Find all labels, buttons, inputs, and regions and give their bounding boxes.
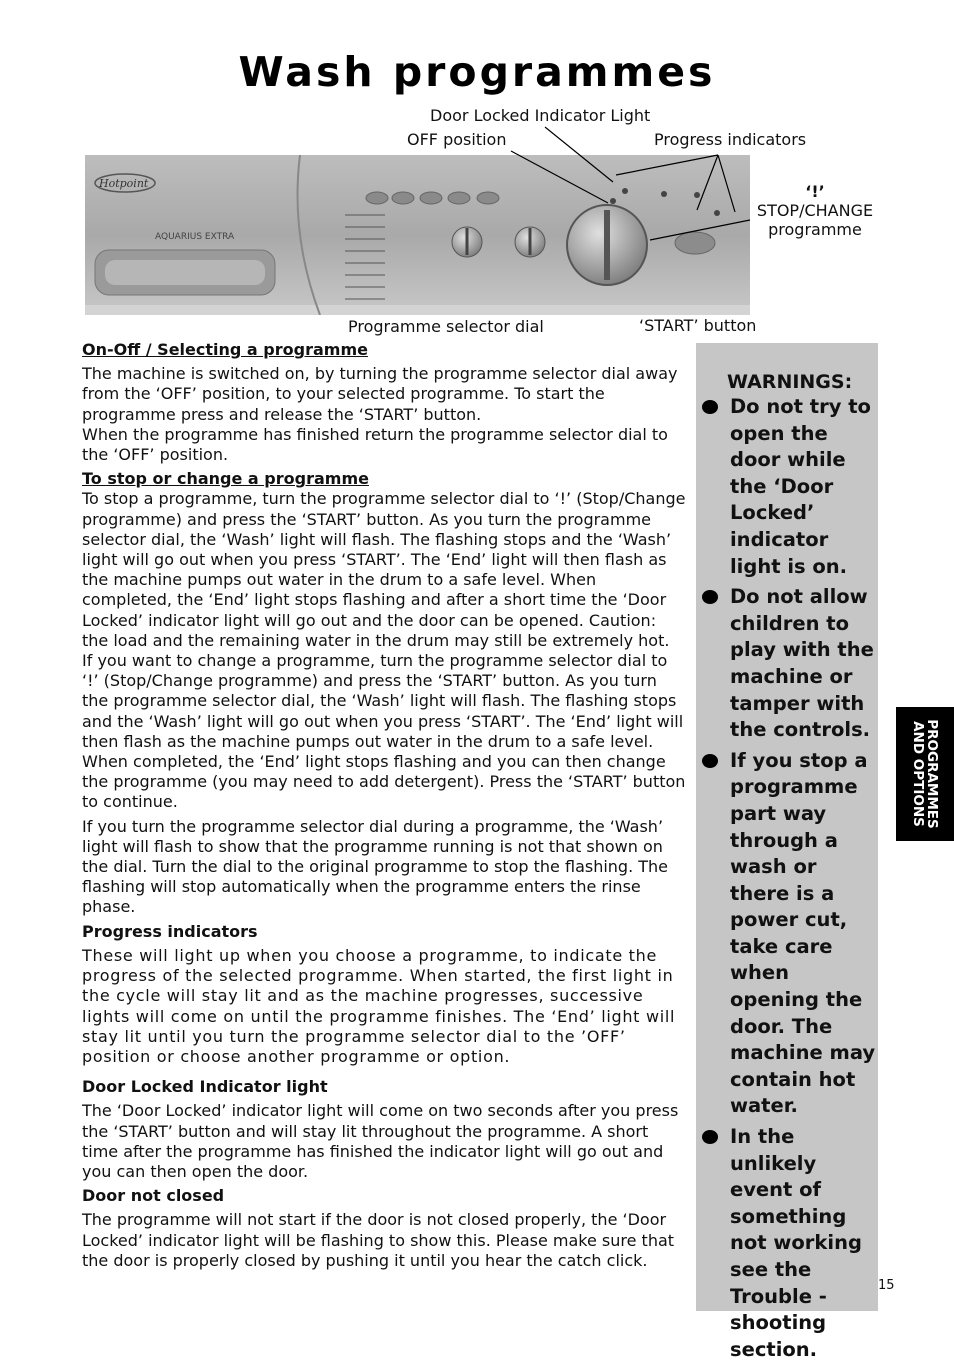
label-programme-selector-dial: Programme selector dial (348, 317, 544, 336)
brand-logo-text: Hotpoint (99, 177, 149, 190)
main-text-column (82, 340, 686, 1275)
progress-light (661, 191, 667, 197)
heading-door-not-closed: Door not closed (82, 1186, 225, 1206)
bullet-icon (702, 1130, 718, 1144)
progress-light (694, 192, 700, 198)
progress-light (714, 210, 720, 216)
bullet-icon (702, 400, 718, 414)
warnings-title: WARNINGS: (727, 371, 853, 393)
label-stop-symbol: ‘!’ (805, 182, 825, 201)
heading-door-locked: Door Locked Indicator light (82, 1077, 328, 1097)
option-button[interactable] (392, 192, 414, 204)
onoff-paragraph-2: When the programme has finished return the programme selector dial to the ‘OFF’ position. (82, 424, 668, 465)
progress-paragraph: These will light up when you choose a programme, to indicate the progress of the selected programme. When started, the first light in the cycle will stay lit and as the machine progresses, successive lights will come on until the programme finishes. The ‘End’ light will stay lit until you turn the programme selector dial to the ’OFF’ position or choose another programme or option. (82, 945, 676, 1066)
heading-progress-indicators: Progress indicators (82, 921, 258, 941)
change-paragraph: If you want to change a programme, turn the programme selector dial to ‘!’ (Stop/Change programme) and press the ‘START’ button. As you turn the programme selector dial, the ‘Wash’ light will flash. The flashing stops and the ‘Wash’ light will go out when you press ‘START’. The ‘End’ light will then flash as the machine pumps out water in the drum to a safe level. When completed, the ‘End’ light stops flashing and you can then change the programme (you may need to add detergent). Press the ‘START’ button to continue. (82, 651, 686, 812)
label-progress-indicators: Progress indicators (654, 130, 807, 149)
progress-light (622, 188, 628, 194)
section-side-tab (896, 707, 954, 841)
heading-stop-change: To stop or change a programme (82, 469, 369, 489)
side-tab-line1: PROGRAMMES (924, 719, 940, 829)
label-stop-change (745, 182, 885, 239)
stop-paragraph: To stop a programme, turn the programme selector dial to ‘!’ (Stop/Change programme) and press the ‘START’ button. As you turn the programme selector dial, the ‘Wash’ light will flash. The flashing stops and the ‘Wash’ light will go out when you press ‘START’. The ‘End’ light will then flash as the machine pumps out water in the drum to a safe level. When completed, the ‘End’ light stops flashing and after a short time the ‘Door Locked’ indicator light will go out and the door can be opened. Caution: the load and the remaining water in the drum may still be extremely hot. (82, 489, 686, 650)
option-button[interactable] (448, 192, 470, 204)
model-name: AQUARIUS EXTRA (155, 232, 235, 242)
option-button[interactable] (420, 192, 442, 204)
warning-item (702, 584, 878, 744)
warning-item (702, 394, 878, 580)
start-button[interactable] (675, 232, 715, 254)
warning-text: Do not allow children to play with the machine or tamper with the controls. (730, 585, 874, 742)
warnings-box (696, 343, 878, 1361)
label-stop-change-line2: programme (768, 220, 862, 239)
warning-text: In the unlikely event of something not working see the Trouble - shooting section. (730, 1125, 862, 1361)
door-locked-light (610, 198, 616, 204)
side-tab-label (911, 707, 939, 841)
bullet-icon (702, 754, 718, 768)
option-button[interactable] (477, 192, 499, 204)
dial-during-programme-paragraph: If you turn the programme selector dial during a programme, the ‘Wash’ light will flash to show that the programme running is not that shown on the dial. Turn the dial to the original programme to stop the flashing. The flashing will stop automatically when the programme enters the rinse phase. (82, 816, 669, 917)
page-title: Wash programmes (238, 48, 716, 96)
warning-item (702, 1124, 878, 1363)
door-locked-paragraph: The ‘Door Locked’ indicator light will come on two seconds after you press the ‘START’ button and will stay lit throughout the programme. A short time after the programme has finished the indicator light will go out and you can then open the door. (82, 1101, 679, 1181)
warning-item (702, 748, 878, 1120)
label-stop-change-line1: STOP/CHANGE (756, 201, 874, 220)
warning-text: Do not try to open the door while the ‘Door Locked’ indicator light is on. (730, 395, 871, 578)
heading-onoff: On-Off / Selecting a programme (82, 340, 368, 359)
warning-text: If you stop a programme part way through a wash or there is a power cut, take care when opening the door. The machine may contain hot water. (730, 748, 876, 1118)
label-door-locked-light: Door Locked Indicator Light (430, 106, 651, 125)
side-tab-line2: AND OPTIONS (910, 721, 926, 827)
page-number: 15 (878, 1278, 895, 1293)
label-off-position: OFF position (407, 130, 507, 149)
warnings-list (702, 394, 878, 1367)
control-panel-image (85, 155, 750, 315)
option-button[interactable] (366, 192, 388, 204)
onoff-paragraph-1: The machine is switched on, by turning the programme selector dial away from the ‘OFF’ position, to your selected programme. To start the programme press and release the ‘START’ button. (82, 364, 678, 424)
door-not-closed-paragraph: The programme will not start if the door is not closed properly, the ‘Door Locked’ indicator light will be flashing to show this. Please make sure that the door is properly closed by pushing it until you hear the catch click. (82, 1210, 675, 1270)
bullet-icon (702, 590, 718, 604)
label-start-button: ‘START’ button (639, 316, 757, 335)
